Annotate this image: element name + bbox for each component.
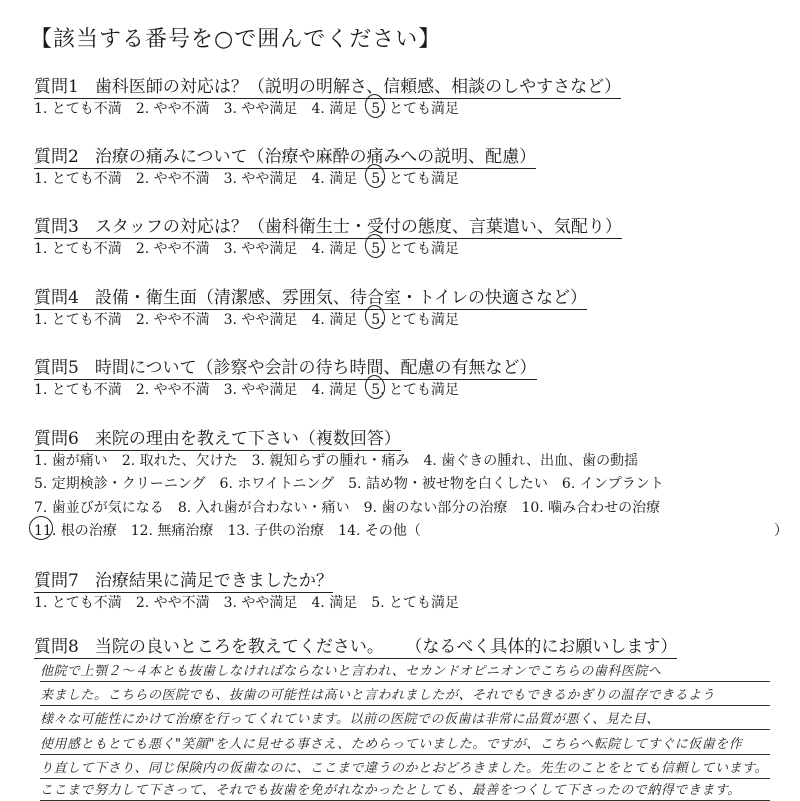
rating-option[interactable] xyxy=(34,379,122,399)
reason-option-label: 14. その他（ xyxy=(338,523,421,539)
rating-option[interactable] xyxy=(34,309,122,329)
reason-option-label: 5. 詰め物・被せ物を白くしたい xyxy=(348,476,548,492)
q5-title xyxy=(34,353,537,380)
q3-options xyxy=(34,238,473,258)
reason-option-label: 2. 取れた、欠けた xyxy=(121,453,238,469)
rating-option[interactable] xyxy=(34,168,122,188)
reason-option-label: 7. 歯並びが気になる xyxy=(34,500,164,516)
q6-title xyxy=(34,424,401,451)
rating-option[interactable]: 4. 満足 xyxy=(311,595,358,611)
reason-option-label: 6. インプラント xyxy=(561,476,664,492)
q8-text: 当院の良いところを教えてください。 xyxy=(94,637,384,657)
q4-text: 設備・衛生面（清潔感、雰囲気、待合室・トイレの快適さなど） xyxy=(94,288,587,308)
q7-options xyxy=(34,592,473,612)
q6-number: 質問6 xyxy=(34,429,79,449)
reason-option-label: 4. 歯ぐきの腫れ、出血、歯の動揺 xyxy=(423,453,639,469)
rating-option-label: 1. とても不満 xyxy=(34,312,122,328)
reason-option[interactable] xyxy=(220,473,335,493)
handwritten-line: 来ました。こちらの医院でも、抜歯の可能性は高いと言われましたが、それでもできるかぎりの温存できるよう xyxy=(40,684,770,706)
reason-option-label: 5. 定期検診・クリーニング xyxy=(34,476,206,492)
reason-option-label: 6. ホワイトニング xyxy=(219,476,335,492)
reason-option[interactable] xyxy=(562,473,664,493)
q1-options xyxy=(34,98,473,118)
rating-option[interactable] xyxy=(34,238,122,258)
q8-number: 質問8 xyxy=(34,637,79,657)
reason-option[interactable] xyxy=(34,473,206,493)
rating-option[interactable] xyxy=(371,98,459,118)
rating-option[interactable] xyxy=(371,168,459,188)
q3-text: スタッフの対応は？（歯科衛生士・受付の態度、言葉遣い、気配り） xyxy=(94,217,622,237)
reason-option[interactable] xyxy=(122,450,238,470)
reason-option-label: 10. 噛み合わせの治療 xyxy=(521,500,661,516)
q5-text: 時間について（診察や会計の待ち時間、配慮の有無など） xyxy=(94,358,537,378)
rating-option-label: 2. やや不満 xyxy=(135,101,210,117)
q6-row xyxy=(34,473,678,493)
reason-option[interactable] xyxy=(364,497,508,517)
reason-option[interactable] xyxy=(348,473,548,493)
rating-option-label: 3. やや満足 xyxy=(223,241,298,257)
rating-option-label: 3. やや満足 xyxy=(223,171,298,187)
other-close-paren: ） xyxy=(774,523,788,539)
rating-option-label: 2. やや不満 xyxy=(135,382,210,398)
q1-text: 歯科医師の対応は？（説明の明解さ、信頼感、相談のしやすさなど） xyxy=(94,77,622,97)
rating-option[interactable] xyxy=(311,238,357,258)
reason-option[interactable] xyxy=(227,520,324,540)
q7-number: 質問7 xyxy=(34,571,79,591)
rating-option[interactable] xyxy=(311,98,357,118)
q5-options xyxy=(34,379,473,399)
rating-option-label: 4. 満足 xyxy=(311,171,358,187)
rating-option[interactable] xyxy=(224,168,298,188)
reason-option-label: 8. 入れ歯が合わない・痛い xyxy=(177,500,350,516)
rating-option[interactable] xyxy=(136,168,210,188)
reason-option-label: 13. 子供の治療 xyxy=(227,523,325,539)
reason-option-label: 1. 歯が痛い xyxy=(34,453,108,469)
q4-options xyxy=(34,309,473,329)
reason-option-label: 9. 歯のない部分の治療 xyxy=(363,500,508,516)
rating-option[interactable] xyxy=(34,98,122,118)
rating-option-label: 5. とても満足 xyxy=(371,101,460,117)
rating-option-label: 2. やや不満 xyxy=(135,241,210,257)
rating-option[interactable] xyxy=(224,379,298,399)
rating-option[interactable] xyxy=(371,379,459,399)
rating-option-label: 4. 満足 xyxy=(311,241,358,257)
rating-option-label: 5. とても満足 xyxy=(371,312,460,328)
rating-option-label: 3. やや満足 xyxy=(223,382,298,398)
reason-option[interactable] xyxy=(521,497,660,517)
rating-option[interactable] xyxy=(311,379,357,399)
rating-option-label: 5. とても満足 xyxy=(371,241,460,257)
rating-option-label: 1. とても不満 xyxy=(34,101,122,117)
q2-title xyxy=(34,142,536,169)
q2-text: 治療の痛みについて（治療や麻酔の痛みへの説明、配慮） xyxy=(94,147,537,167)
reason-option[interactable] xyxy=(423,450,638,470)
rating-option[interactable] xyxy=(136,98,210,118)
reason-option[interactable] xyxy=(178,497,350,517)
rating-option-label: 1. とても不満 xyxy=(34,382,122,398)
rating-option-label: 1. とても不満 xyxy=(34,241,122,257)
q6-row xyxy=(34,520,788,540)
q1-number: 質問1 xyxy=(34,77,79,97)
q6-text: 来院の理由を教えて下さい（複数回答） xyxy=(94,429,401,449)
reason-option[interactable] xyxy=(34,497,164,517)
q3-number: 質問3 xyxy=(34,217,79,237)
reason-option[interactable] xyxy=(34,520,117,540)
rating-option-label: 4. 満足 xyxy=(311,101,358,117)
reason-option[interactable] xyxy=(252,450,410,470)
rating-option[interactable] xyxy=(371,238,459,258)
page-heading: 【該当する番号を○で囲んでください】 xyxy=(30,27,442,52)
q7-title xyxy=(34,566,333,593)
rating-option-label: 5. とても満足 xyxy=(371,382,460,398)
reason-option-label: 11. 根の治療 xyxy=(34,523,117,539)
selection-circle xyxy=(29,516,53,540)
q6-row xyxy=(34,450,652,470)
handwritten-line: 使用感ともとても悪く"笑顔"を人に見せる事さえ、ためらっていました。ですが、こちらへ転院してすぐに仮歯を作 xyxy=(40,733,770,755)
rating-option[interactable] xyxy=(224,309,298,329)
reason-option-label: 3. 親知らずの腫れ・痛み xyxy=(251,453,410,469)
q6-row xyxy=(34,497,674,517)
q3-title xyxy=(34,212,622,239)
handwritten-line: 様々な可能性にかけて治療を行ってくれています。以前の医院での仮歯は非常に品質が悪く、見た目、 xyxy=(40,708,770,730)
handwritten-line: り直して下さり、同じ保険内の仮歯なのに、ここまで違うのかとおどろきました。先生のことをとても信頼しています。 xyxy=(40,757,770,779)
q8-title xyxy=(34,632,677,659)
rating-option-label: 3. やや満足 xyxy=(223,312,298,328)
rating-option[interactable] xyxy=(136,238,210,258)
rating-option[interactable] xyxy=(311,309,357,329)
reason-option[interactable] xyxy=(338,520,421,540)
rating-option[interactable]: 5. とても満足 xyxy=(371,595,460,611)
rating-option-label: 4. 満足 xyxy=(311,312,358,328)
rating-option-label: 5. とても満足 xyxy=(371,171,460,187)
rating-option[interactable] xyxy=(224,238,298,258)
rating-option[interactable]: 3. やや満足 xyxy=(223,595,298,611)
reason-option[interactable] xyxy=(34,450,108,470)
rating-option-label: 2. やや不満 xyxy=(135,171,210,187)
q4-number: 質問4 xyxy=(34,288,79,308)
rating-option[interactable] xyxy=(371,309,459,329)
rating-option-label: 3. やや満足 xyxy=(223,101,298,117)
q4-title xyxy=(34,283,587,310)
q8-subtext: （なるべく具体的にお願いします） xyxy=(413,637,678,657)
rating-option-label: 2. やや不満 xyxy=(135,312,210,328)
handwritten-line: 他院で上顎２〜４本とも抜歯しなければならないと言われ、セカンドオピニオンでこちらの歯科医院へ xyxy=(40,660,770,682)
reason-option[interactable] xyxy=(131,520,214,540)
rating-option[interactable]: 1. とても不満 xyxy=(34,595,122,611)
rating-option[interactable] xyxy=(311,168,357,188)
reason-option-label: 12. 無痛治療 xyxy=(130,523,214,539)
rating-option[interactable] xyxy=(224,98,298,118)
q2-options xyxy=(34,168,473,188)
rating-option-label: 4. 満足 xyxy=(311,382,358,398)
rating-option-label: 1. とても不満 xyxy=(34,171,122,187)
q2-number: 質問2 xyxy=(34,147,79,167)
q7-text: 治療結果に満足できましたか？ xyxy=(94,571,333,591)
rating-option[interactable] xyxy=(136,379,210,399)
handwritten-line: ここまで努力して下さって、それでも抜歯を免がれなかったとしても、最善をつくして下さったので納得できます。 xyxy=(40,779,770,801)
q1-title xyxy=(34,72,621,99)
rating-option[interactable] xyxy=(136,309,210,329)
rating-option[interactable]: 2. やや不満 xyxy=(135,595,210,611)
q5-number: 質問5 xyxy=(34,358,79,378)
